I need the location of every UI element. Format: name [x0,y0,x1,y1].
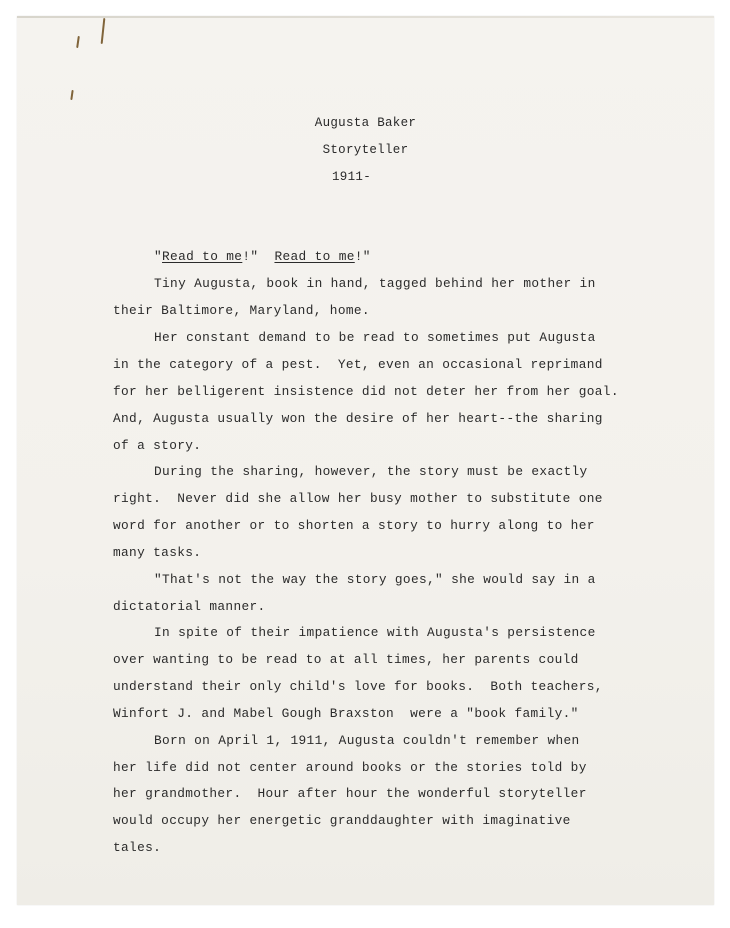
text-line: understand their only child's love for books. Both teachers, [113,679,603,694]
text-line: Winfort J. and Mabel Gough Braxston were a "book family." [113,706,579,721]
staple-mark-lower [70,90,73,100]
text-line: many tasks. [113,545,202,560]
opening-quote: "Read to me!" Read to me!" [154,249,371,264]
text-line: tales. [113,840,162,855]
author-title: Storyteller [322,143,409,157]
text-line: Born on April 1, 1911, Augusta couldn't remember when [154,733,580,748]
text-line: right. Never did she allow her busy mother to substitute one [113,491,603,506]
typewritten-page [17,16,714,905]
text-line: Tiny Augusta, book in hand, tagged behind her mother in [154,276,596,291]
author-name: Augusta Baker [314,116,417,130]
text-line: would occupy her energetic granddaughter with imaginative [113,813,571,828]
text-line: dictatorial manner. [113,599,266,614]
text-line: "That's not the way the story goes," she would say in a [154,572,596,587]
text-line: During the sharing, however, the story must be exactly [154,464,588,479]
text-line: In spite of their impatience with Augusta's persistence [154,625,596,640]
underlined-phrase: Read to me [162,249,243,264]
text-line: over wanting to be read to at all times, her parents could [113,652,579,667]
text-line: word for another or to shorten a story to hurry along to her [113,518,595,533]
text-line: for her belligerent insistence did not deter her from her goal. [113,384,619,399]
underlined-phrase: Read to me [274,249,355,264]
text-line: her grandmother. Hour after hour the wonderful storyteller [113,786,587,801]
staple-mark-right [101,18,106,44]
author-years: 1911- [331,170,371,184]
text-line: Her constant demand to be read to sometimes put Augusta [154,330,596,345]
text-line: of a story. [113,438,202,453]
text-line: in the category of a pest. Yet, even an occasional reprimand [113,357,603,372]
staple-mark-left [76,36,80,48]
text-line: And, Augusta usually won the desire of her heart--the sharing [113,411,603,426]
text-line: her life did not center around books or the stories told by [113,760,587,775]
text-line: their Baltimore, Maryland, home. [113,303,370,318]
